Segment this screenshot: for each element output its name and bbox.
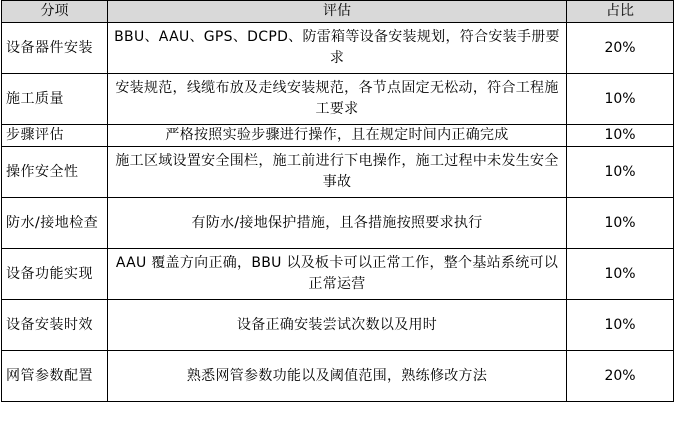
table-row [2,351,674,402]
row-evaluation: BBU、AAU、GPS、DCPD、防雷箱等设备安装规划，符合安装手册要求 [108,23,567,74]
row-category: 步骤评估 [2,125,108,147]
table-row [2,300,674,351]
row-evaluation: 严格按照实验步骤进行操作，且在规定时间内正确完成 [108,125,567,147]
row-category: 网管参数配置 [2,351,108,402]
row-weight: 10% [567,198,674,249]
assessment-table [1,0,674,402]
table-row [2,198,674,249]
row-weight: 10% [567,300,674,351]
row-category: 操作安全性 [2,147,108,198]
row-weight: 20% [567,351,674,402]
row-weight: 10% [567,125,674,147]
row-evaluation: 施工区域设置安全围栏，施工前进行下电操作，施工过程中未发生安全事故 [108,147,567,198]
table-row [2,125,674,147]
row-category: 设备功能实现 [2,249,108,300]
row-evaluation: 安装规范，线缆布放及走线安装规范，各节点固定无松动，符合工程施工要求 [108,74,567,125]
row-category: 防水/接地检查 [2,198,108,249]
row-category: 设备安装时效 [2,300,108,351]
row-evaluation: 有防水/接地保护措施，且各措施按照要求执行 [108,198,567,249]
row-evaluation: 熟悉网管参数功能以及阈值范围，熟练修改方法 [108,351,567,402]
table-row [2,249,674,300]
table-row [2,74,674,125]
row-weight: 20% [567,23,674,74]
table-row [2,147,674,198]
row-weight: 10% [567,249,674,300]
header-row [2,1,674,23]
table-row [2,23,674,74]
header-category: 分项 [2,1,108,23]
row-category: 设备器件安装 [2,23,108,74]
row-evaluation: AAU 覆盖方向正确，BBU 以及板卡可以正常工作，整个基站系统可以正常运营 [108,249,567,300]
row-weight: 10% [567,74,674,125]
row-weight: 10% [567,147,674,198]
row-category: 施工质量 [2,74,108,125]
header-weight: 占比 [567,1,674,23]
row-evaluation: 设备正确安装尝试次数以及用时 [108,300,567,351]
header-evaluation: 评估 [108,1,567,23]
